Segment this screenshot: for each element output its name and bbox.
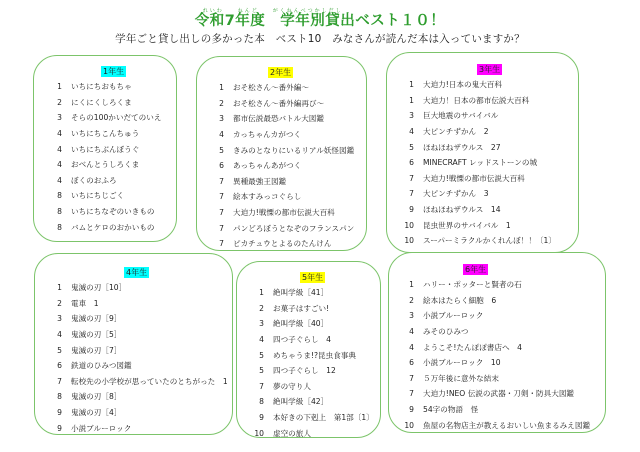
list-item: 4 いちにちぶんぼうぐ [57, 144, 140, 154]
list-item: 5 ほねほねザウルス 27 [409, 142, 501, 152]
list-item: 1 おそ松さん～番外編～ [219, 83, 309, 93]
list-item: 2 お菓子はすごい! [259, 303, 330, 313]
list-item: 2 電車 1 [57, 298, 99, 308]
header [0, 2, 640, 29]
list-item: 10 スーパーミラクルかくれんぼ！！〔1〕 [404, 236, 556, 246]
list-item: 4 おべんとうしろくま [57, 160, 140, 170]
title-text: 令和7年度 学年別貸出ベスト１０！ [194, 13, 446, 29]
grade-5-list [250, 285, 374, 441]
list-item: 5 四つ子ぐらし 12 [259, 366, 336, 376]
list-item: 9 鬼滅の刃［4］ [57, 408, 122, 418]
list-item: 1 鬼滅の刃［10］ [57, 283, 127, 293]
list-item: 7 ピカチュウとよるのたんけん [219, 239, 332, 249]
page-title [195, 8, 446, 29]
list-item: 2 絵本はたらく細胞 6 [409, 295, 497, 305]
grade-4-list [48, 280, 228, 436]
grade-2-list [210, 80, 354, 252]
list-item: 8 いちにちなぞのいきもの [57, 207, 155, 217]
list-item: 7 大迫力!戦慄の都市伝説大百科 [409, 173, 525, 183]
list-item: 9 54字の物語 怪 [409, 405, 479, 415]
list-item: 5 きみのとなりにいるリアル妖怪図鑑 [219, 145, 355, 155]
list-item: 6 MINECRAFT レッドストーンの城 [409, 158, 538, 168]
list-item: 8 絶叫学級［42］ [259, 397, 329, 407]
list-item: 7 絵本すみっコぐらし [219, 192, 302, 202]
list-item: 1 ハリー・ポッターと賢者の石 [409, 280, 522, 290]
list-item: 6 あっちゃんあがつく [219, 161, 302, 171]
list-item: 3 鬼滅の刃［9］ [57, 314, 122, 324]
list-item: 1 大迫力！日本の都市伝説大百科 [409, 95, 530, 105]
list-item: 3 そらの100かいだてのいえ [57, 113, 162, 123]
list-item: 4 いちにちこんちゅう [57, 129, 140, 139]
list-item: 4 大ピンチずかん 2 [409, 127, 489, 137]
grade-4-label: 4年生 [126, 268, 148, 277]
grade-1-label: 1年生 [103, 67, 125, 76]
list-item: 7 転校先の小学校が思っていたのとちがった 1 [57, 376, 228, 386]
list-item: 5 めちゃうま!?昆虫食事典 [259, 350, 357, 360]
list-item: 3 巨大地震のサバイバル [409, 111, 499, 121]
list-item: 1 いちにちおもちゃ [57, 82, 132, 92]
list-item: 8 鬼滅の刃［8］ [57, 392, 122, 402]
list-item: 6 鉄道のひみつ図鑑 [57, 361, 132, 371]
grade-5-label: 5年生 [302, 273, 324, 282]
grade-1-list [48, 79, 161, 235]
list-item: 3 都市伝説最恐バトル大図鑑 [219, 114, 324, 124]
list-item: 4 カっちゃんカがつく [219, 130, 302, 140]
list-item: 7 パンどろぼうとなぞのフランスパン [219, 223, 355, 233]
grade-3-label: 3年生 [479, 65, 501, 74]
list-item: 5 鬼滅の刃［7］ [57, 345, 122, 355]
list-item: 10 虚空の旅人 [254, 428, 311, 438]
list-item: 4 ぼくのおふろ [57, 175, 117, 185]
list-item: 7 異種最強王図鑑 [219, 176, 287, 186]
list-item: 7 夢の守り人 [259, 381, 311, 391]
list-item: 4 みそのひみつ [409, 327, 469, 337]
list-item: 7 大ピンチずかん 3 [409, 189, 489, 199]
list-item: 7 大迫力!NEO 伝説の武器・刀剣・防具大図鑑 [409, 389, 575, 399]
list-item: 9 小説ブルーロック [57, 423, 132, 433]
list-item: 4 ようこそ!たんぽぽ書店へ 4 [409, 342, 522, 352]
list-item: 7 ５万年後に意外な結末 [409, 373, 499, 383]
list-item: 2 おそ松さん～番外編再び～ [219, 98, 325, 108]
list-item: 9 本好きの下剋上 第1部〔1〕 [259, 413, 374, 423]
list-item: 4 四つ子ぐらし 4 [259, 335, 331, 345]
list-item: 3 絶叫学級［40］ [259, 319, 329, 329]
list-item: 8 バムとケロのおかいもの [57, 222, 155, 232]
list-item: 10 昆虫世界のサバイバル 1 [404, 220, 511, 230]
list-item: 1 大迫力!日本の鬼大百科 [409, 80, 502, 90]
list-item: 6 小説ブルーロック 10 [409, 358, 501, 368]
list-item: 8 いちにちじごく [57, 191, 125, 201]
list-item: 7 大迫力!戦慄の都市伝説大百科 [219, 208, 335, 218]
list-item: 1 絶叫学級［41］ [259, 288, 329, 298]
grade-6-list [400, 277, 590, 433]
title-ruby: れいわ ねんど がくねんべつかしだし [202, 8, 343, 14]
list-item: 4 鬼滅の刃［5］ [57, 330, 122, 340]
grade-6-label: 6年生 [465, 265, 487, 274]
page-subtitle: 学年ごと貸し出しの多かった本 ベスト10 みなさんが読んだ本は入っていますか？ [115, 33, 525, 45]
list-item: 2 にくにくしろくま [57, 97, 132, 107]
grade-2-label: 2年生 [270, 68, 292, 77]
list-item: 9 ほねほねザウルス 14 [409, 205, 501, 215]
grade-3-list [400, 77, 556, 249]
list-item: 3 小説ブルーロック [409, 311, 484, 321]
list-item: 10 魚屋の名物店主が教えるおいしい魚まるみえ図鑑 [404, 420, 591, 430]
